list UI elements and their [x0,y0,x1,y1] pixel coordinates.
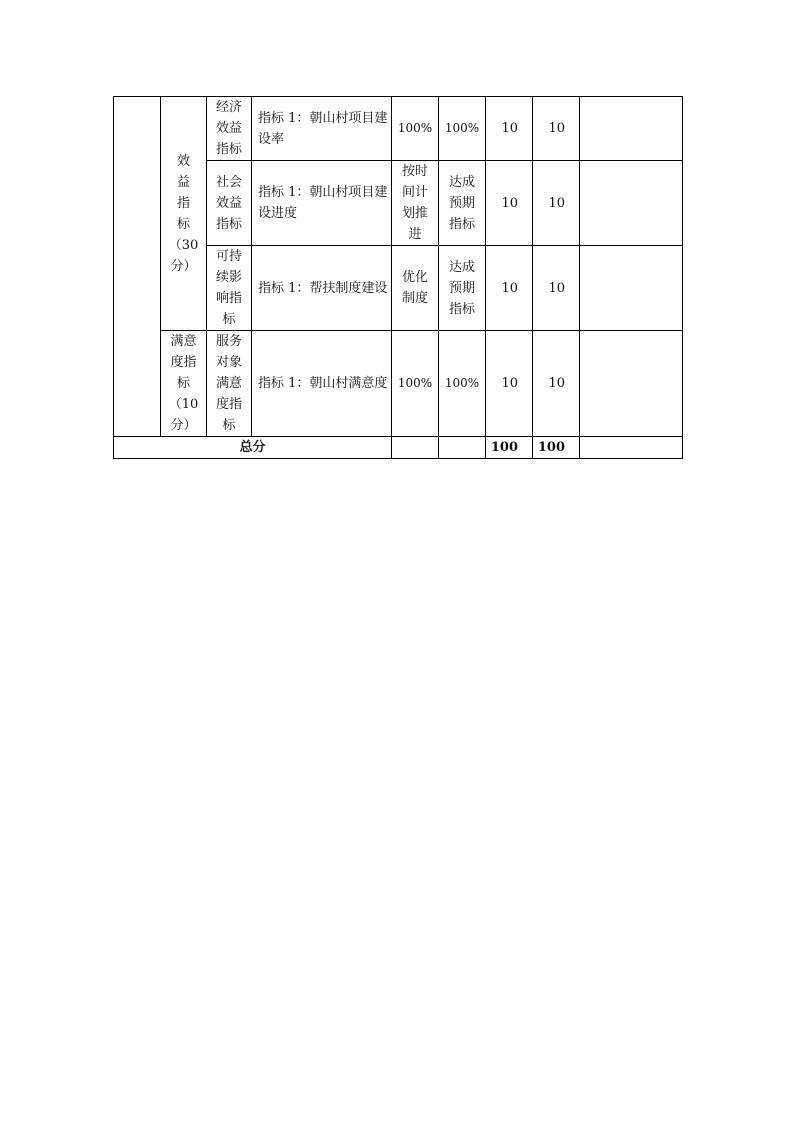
subcategory-cell: 可持 续影 响指 标 [207,246,252,331]
table-row [114,331,683,437]
group-label-benefit: 效 益 指 标 （30 分） [161,97,207,331]
target-value-cell: 100% [392,97,439,161]
weight-cell: 10 [486,246,533,331]
weight-cell: 10 [486,97,533,161]
actual-value-cell: 达成 预期 指标 [439,161,486,246]
group-label-satisfaction: 满意 度指 标 （10 分） [161,331,207,437]
category-cell [114,97,161,437]
total-weight-cell: 100 [486,437,533,459]
table-row [114,97,683,161]
score-cell: 10 [533,161,580,246]
score-cell: 10 [533,331,580,437]
subcategory-cell: 服务 对象 满意 度指 标 [207,331,252,437]
note-cell [580,161,683,246]
note-cell [580,331,683,437]
weight-cell: 10 [486,161,533,246]
note-cell [580,246,683,331]
target-value-cell: 100% [392,331,439,437]
total-actual-cell [439,437,486,459]
target-value-cell: 按时 间计 划推 进 [392,161,439,246]
total-note-cell [580,437,683,459]
target-value-cell: 优化 制度 [392,246,439,331]
indicator-cell: 指标 1：帮扶制度建设 [252,246,392,331]
subcategory-cell: 社会 效益 指标 [207,161,252,246]
indicator-cell: 指标 1：朝山村项目建 设进度 [252,161,392,246]
score-cell: 10 [533,246,580,331]
indicator-cell: 指标 1：朝山村项目建 设率 [252,97,392,161]
indicator-cell: 指标 1：朝山村满意度 [252,331,392,437]
note-cell [580,97,683,161]
total-row [114,437,683,459]
actual-value-cell: 100% [439,331,486,437]
actual-value-cell: 100% [439,97,486,161]
total-score-cell: 100 [533,437,580,459]
subcategory-cell: 经济 效益 指标 [207,97,252,161]
actual-value-cell: 达成 预期 指标 [439,246,486,331]
total-label: 总分 [114,437,392,459]
total-target-cell [392,437,439,459]
weight-cell: 10 [486,331,533,437]
score-cell: 10 [533,97,580,161]
performance-table [113,96,683,459]
